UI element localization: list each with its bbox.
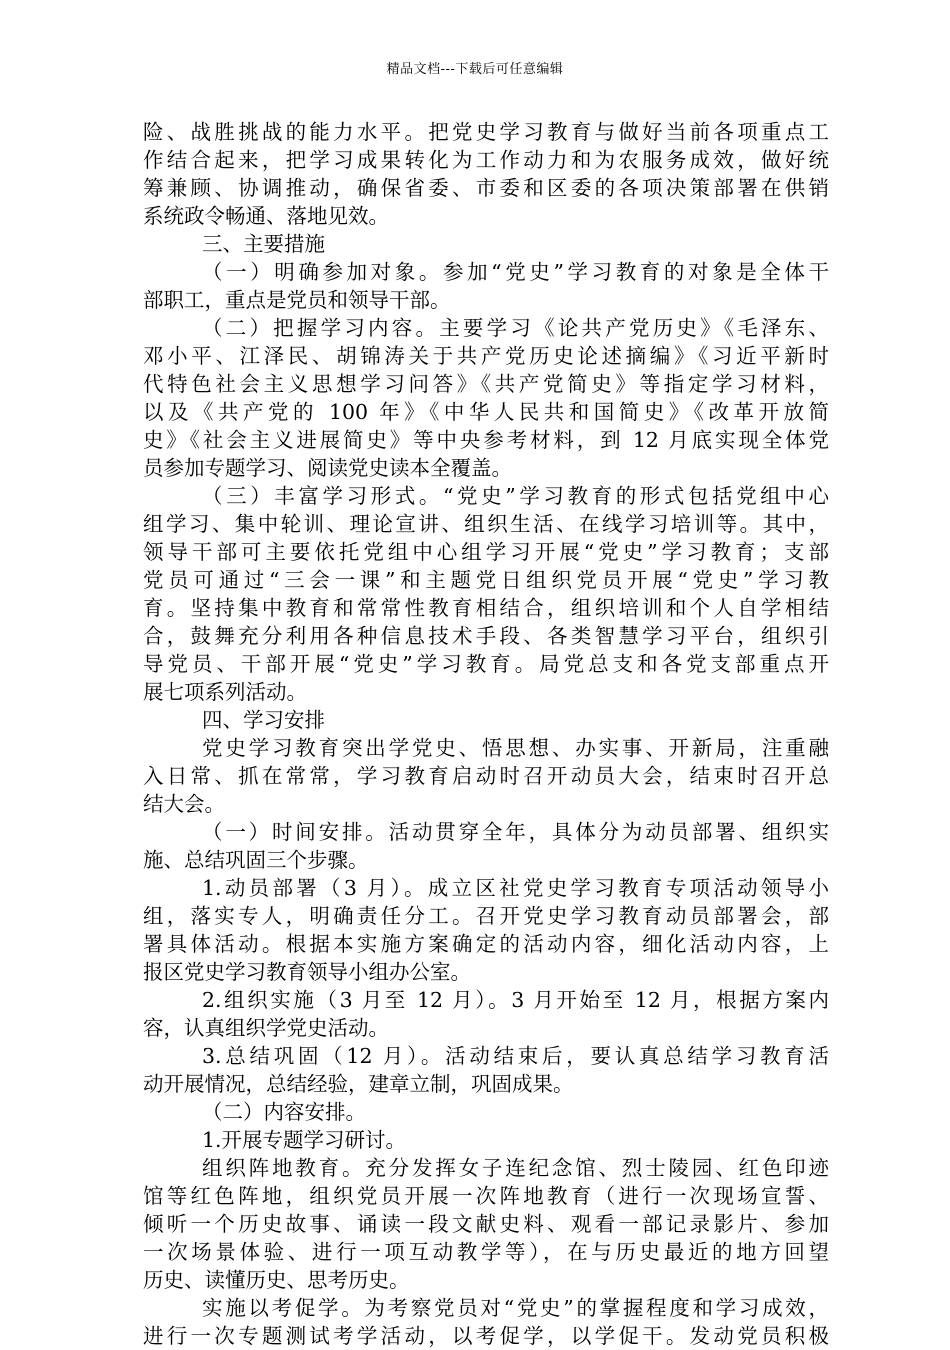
text-line: （二）把握学习内容。主要学习《论共产党历史》《毛泽东、: [202, 316, 829, 340]
text-line: 领导干部可主要依托党组中心组学习开展“党史”学习教育；支部: [143, 540, 829, 564]
text-line: 倾听一个历史故事、诵读一段文献史料、观看一部记录影片、参加: [143, 1212, 829, 1236]
text-line: 部职工，重点是党员和领导干部。: [143, 288, 451, 312]
text-line: 展七项系列活动。: [143, 680, 307, 704]
text-line: 2.组织实施（3 月至 12 月）。3 月开始至 12 月，根据方案内: [202, 988, 829, 1012]
text-line: 育。坚持集中教育和常常性教育相结合，组织培训和个人自学相结: [143, 596, 829, 620]
text-line: 1.开展专题学习研讨。: [202, 1128, 407, 1152]
text-line: 历史、读懂历史、思考历史。: [143, 1268, 410, 1292]
text-line: （一）明确参加对象。参加“党史”学习教育的对象是全体干: [202, 260, 829, 284]
text-line: 四、学习安排: [202, 708, 325, 732]
page-header: 精品文档---下载后可任意编辑: [386, 62, 564, 77]
text-line: （三）丰富学习形式。“党史”学习教育的形式包括党组中心: [202, 484, 829, 508]
text-line: 组织阵地教育。充分发挥女子连纪念馆、烈士陵园、红色印迹: [202, 1156, 829, 1180]
text-line: 动开展情况，总结经验，建章立制，巩固成果。: [143, 1072, 574, 1096]
text-line: 党员可通过“三会一课”和主题党日组织党员开展“党史”学习教: [143, 568, 829, 592]
text-line: 报区党史学习教育领导小组办公室。: [143, 960, 471, 984]
text-line: 馆等红色阵地，组织党员开展一次阵地教育（进行一次现场宣誓、: [143, 1184, 829, 1208]
text-line: 邓小平、江泽民、胡锦涛关于共产党历史论述摘编》《习近平新时: [143, 344, 829, 368]
text-line: 险、战胜挑战的能力水平。把党史学习教育与做好当前各项重点工: [143, 120, 829, 144]
text-line: 系统政令畅通、落地见效。: [143, 204, 389, 228]
text-line: 筹兼顾、协调推动，确保省委、市委和区委的各项决策部署在供销: [143, 176, 829, 200]
text-line: 结大会。: [143, 792, 225, 816]
text-line: 三、主要措施: [202, 232, 325, 256]
text-line: 合，鼓舞充分利用各种信息技术手段、各类智慧学习平台，组织引: [143, 624, 829, 648]
document-body: [143, 118, 829, 1350]
text-line: 以及《共产党的 100 年》《中华人民共和国简史》《改革开放简: [143, 400, 829, 424]
text-line: 实施以考促学。为考察党员对“党史”的掌握程度和学习成效，: [202, 1296, 829, 1320]
text-line: 史》《社会主义进展简史》等中央参考材料，到 12 月底实现全体党: [143, 428, 829, 452]
text-line: 进行一次专题测试考学活动，以考促学，以学促干。发动党员积极: [143, 1324, 829, 1348]
text-line: 导党员、干部开展“党史”学习教育。局党总支和各党支部重点开: [143, 652, 829, 676]
text-line: 施、总结巩固三个步骤。: [143, 848, 369, 872]
text-line: （一）时间安排。活动贯穿全年，具体分为动员部署、组织实: [202, 820, 829, 844]
text-line: （二）内容安排。: [202, 1100, 366, 1124]
text-line: 1.动员部署（3 月）。成立区社党史学习教育专项活动领导小: [202, 876, 829, 900]
text-line: 作结合起来，把学习成果转化为工作动力和为农服务成效，做好统: [143, 148, 829, 172]
text-line: 员参加专题学习、阅读党史读本全覆盖。: [143, 456, 512, 480]
text-line: 组，落实专人，明确责任分工。召开党史学习教育动员部署会，部: [143, 904, 829, 928]
text-line: 署具体活动。根据本实施方案确定的活动内容，细化活动内容，上: [143, 932, 829, 956]
text-line: 代特色社会主义思想学习问答》《共产党简史》等指定学习材料，: [143, 372, 829, 396]
text-line: 组学习、集中轮训、理论宣讲、组织生活、在线学习培训等。其中，: [143, 512, 829, 536]
text-line: 3.总结巩固（12 月）。活动结束后，要认真总结学习教育活: [202, 1044, 829, 1068]
text-line: 入日常、抓在常常，学习教育启动时召开动员大会，结束时召开总: [143, 764, 829, 788]
text-line: 一次场景体验、进行一项互动教学等），在与历史最近的地方回望: [143, 1240, 829, 1264]
text-line: 党史学习教育突出学党史、悟思想、办实事、开新局，注重融: [202, 736, 829, 760]
text-line: 容，认真组织学党史活动。: [143, 1016, 389, 1040]
